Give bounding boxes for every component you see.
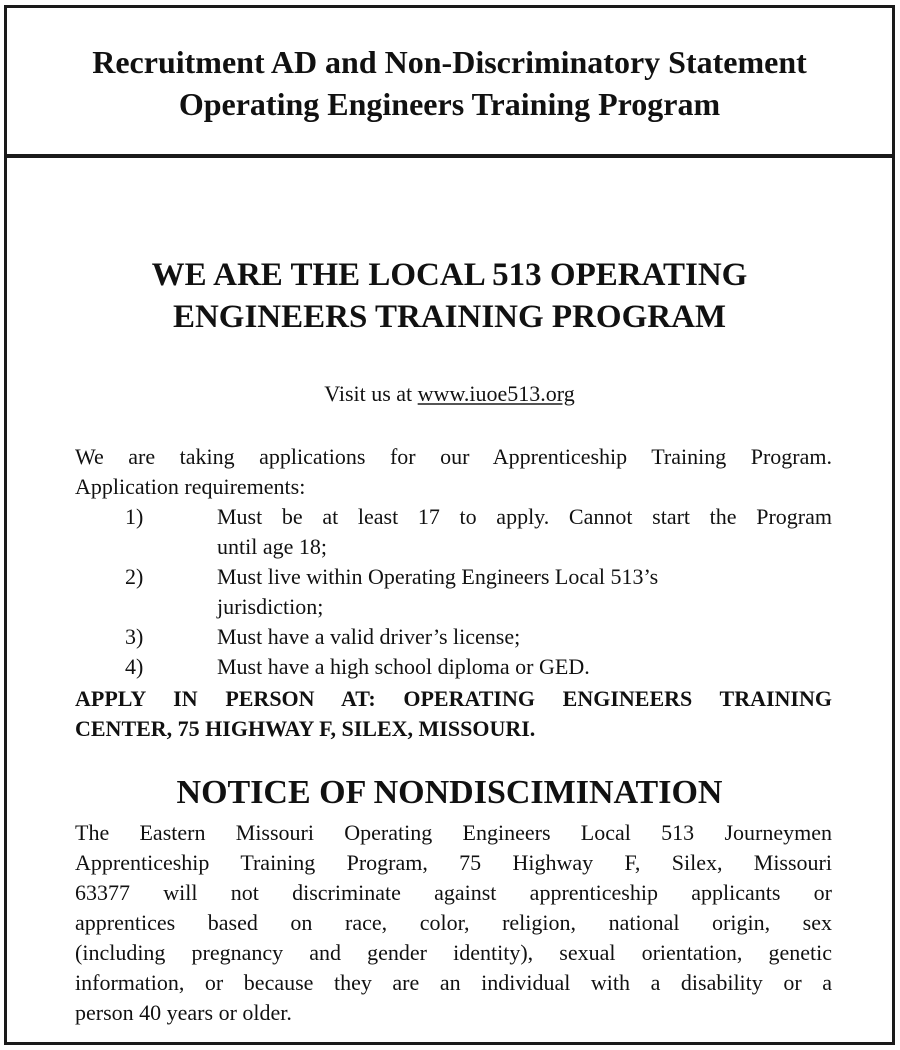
apply-in-person-notice	[75, 684, 832, 744]
hero-heading-line-1: WE ARE THE LOCAL 513 OPERATING	[151, 257, 748, 293]
visit-line	[7, 380, 892, 408]
intro-line-1: We are taking applications for our Apprenticeship Training Program.	[75, 444, 832, 469]
notice-line: (including pregnancy and gender identity), sexual orientation, genetic	[75, 940, 832, 965]
list-item-text: jurisdiction;	[217, 594, 324, 619]
document-subtitle: Operating Engineers Training Program	[178, 86, 721, 122]
notice-line: information, or because they are an individual with a disability or a	[75, 970, 832, 995]
list-item-number: 4)	[125, 654, 144, 679]
apply-line-1: APPLY IN PERSON AT: OPERATING ENGINEERS TRAINING	[75, 686, 832, 711]
list-item	[75, 622, 832, 652]
list-item-text: until age 18;	[217, 534, 327, 559]
document-title: Recruitment AD and Non-Discriminatory Statement	[92, 44, 807, 80]
website-link[interactable]: www.iuoe513.org	[417, 381, 575, 406]
list-item-text: Must be at least 17 to apply. Cannot start the Program	[217, 504, 832, 529]
list-item	[75, 562, 832, 622]
notice-heading: NOTICE OF NONDISCIMINATION	[176, 774, 723, 811]
notice-line: 63377 will not discriminate against apprenticeship applicants or	[75, 880, 832, 905]
notice-line: apprentices based on race, color, religion, national origin, sex	[75, 910, 832, 935]
intro-line-2: Application requirements:	[75, 474, 306, 499]
notice-line: Apprenticeship Training Program, 75 Highway F, Silex, Missouri	[75, 850, 832, 875]
intro-paragraph	[75, 442, 832, 502]
notice-line: The Eastern Missouri Operating Engineers Local 513 Journeymen	[75, 820, 832, 845]
hero-heading-line-2: ENGINEERS TRAINING PROGRAM	[172, 299, 727, 335]
list-item-text: Must have a high school diploma or GED.	[217, 654, 590, 679]
apply-line-2: CENTER, 75 HIGHWAY F, SILEX, MISSOURI.	[75, 716, 536, 741]
list-item-text: Must have a valid driver’s license;	[217, 624, 521, 649]
list-item	[75, 652, 832, 682]
visit-prefix: Visit us at	[324, 381, 418, 406]
list-item-number: 3)	[125, 624, 144, 649]
list-item-text: Must live within Operating Engineers Local 513’s	[217, 564, 659, 589]
notice-paragraph	[75, 818, 832, 1028]
header-box	[7, 8, 892, 158]
list-item	[75, 502, 832, 562]
notice-line: person 40 years or older.	[75, 1000, 292, 1025]
list-item-number: 2)	[125, 564, 144, 589]
requirements-list	[75, 502, 832, 682]
document-frame	[4, 5, 895, 1045]
list-item-number: 1)	[125, 504, 144, 529]
